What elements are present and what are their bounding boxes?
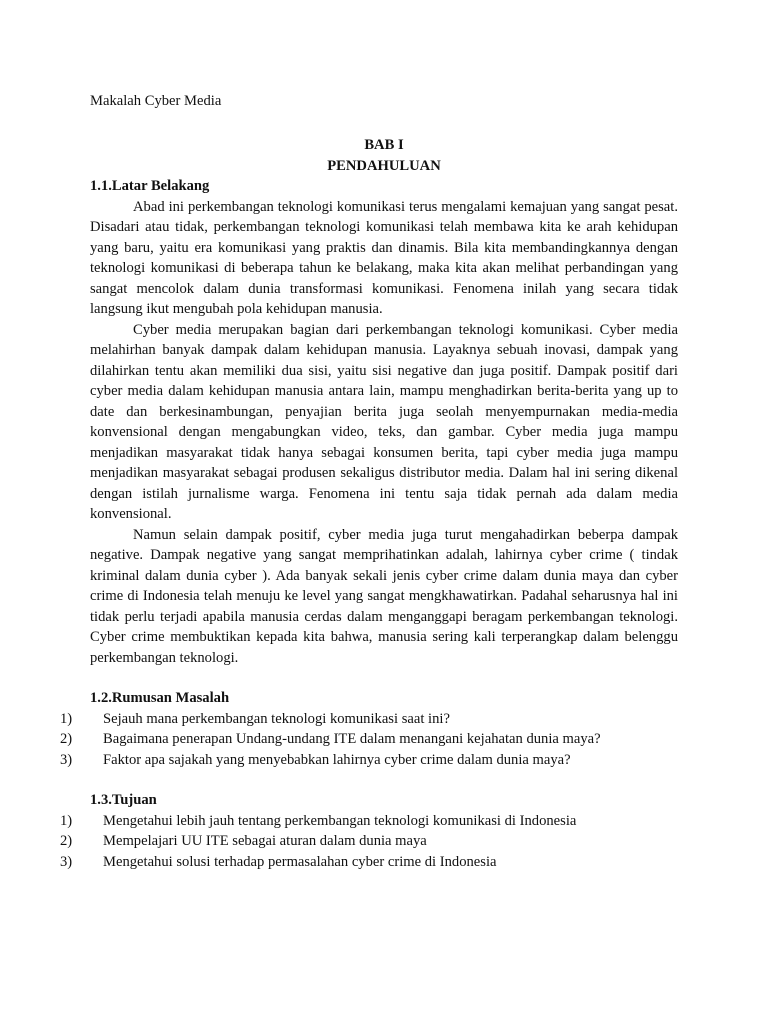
list-item-text: Bagaimana penerapan Undang-undang ITE dalam menangani kejahatan dunia maya? bbox=[103, 731, 601, 747]
list-item bbox=[60, 709, 678, 730]
chapter-title: PENDAHULUAN bbox=[327, 157, 441, 174]
list-item bbox=[60, 811, 678, 832]
document-header-title: Makalah Cyber Media bbox=[90, 93, 222, 109]
rumusan-masalah-list bbox=[60, 709, 678, 771]
chapter-number: BAB I bbox=[364, 137, 404, 153]
list-item-number: 1) bbox=[60, 812, 73, 829]
list-item-number: 2) bbox=[60, 833, 73, 849]
list-item bbox=[60, 729, 678, 750]
section-heading-latar-belakang: 1.1.Latar Belakang bbox=[90, 178, 210, 194]
section-heading-tujuan: 1.3.Tujuan bbox=[90, 792, 157, 808]
tujuan-list bbox=[60, 811, 678, 873]
list-item-text: Faktor apa sajakah yang menyebabkan lahirnya cyber crime dalam dunia maya? bbox=[103, 751, 571, 768]
section-heading-rumusan-masalah: 1.2.Rumusan Masalah bbox=[90, 690, 230, 706]
list-item-text: Mengetahui lebih jauh tentang perkembangan teknologi komunikasi di Indonesia bbox=[103, 812, 577, 829]
document-body bbox=[60, 91, 678, 872]
list-item-text: Mempelajari UU ITE sebagai aturan dalam dunia maya bbox=[103, 833, 427, 849]
paragraph: Cyber media merupakan bagian dari perkembangan teknologi komunikasi. Cyber media melahirhan banyak dampak dalam kehidupan manusia. Layaknya sebuah inovasi, dampak yang dilahirkan tentu akan memiliki dua sisi, yaitu sisi negative dan juga positif. Dampak positif dari cyber media dalam kehidupan manusia antara lain, mampu menghadirkan berita-berita yang up to date dan berkesinambungan, penyajian berita juga seolah menyempurnakan media-media konvensional dengan mengabungkan video, teks, dan gambar. Cyber media juga mampu menjadikan masyarakat tidak hanya sebagai konsumen berita, tapi cyber media juga mampu menjadikan masyarakat sebagai produsen sekaligus distributor media. Dalam hal ini sering dikenal dengan istilah jurnalisme warga. Fenomena ini tentu saja tidak pernah ada dalam media konvensional. bbox=[90, 321, 678, 522]
paragraph: Abad ini perkembangan teknologi komunikasi terus mengalami kemajuan yang sangat pesat. Disadari atau tidak, perkembangan teknologi komunikasi telah membawa kita ke arah kehidupan yang baru, yaitu era komunikasi yang praktis dan dinamis. Bila kita membandingkannya dengan teknologi komunikasi di beberapa tahun ke belakang, maka kita akan melihat perbandingan yang sangat mencolok dalam dunia transformasi komunikasi. Fenomena inilah yang secara tidak langsung ikut mengubah pola kehidupan manusia. bbox=[90, 198, 678, 317]
list-item-number: 3) bbox=[60, 751, 73, 768]
list-item-text: Sejauh mana perkembangan teknologi komunikasi saat ini? bbox=[103, 710, 450, 727]
list-item-text: Mengetahui solusi terhadap permasalahan cyber crime di Indonesia bbox=[103, 853, 497, 870]
list-item-number: 2) bbox=[60, 731, 73, 747]
paragraph: Namun selain dampak positif, cyber media juga turut mengahadirkan beberpa dampak negative. Dampak negative yang sangat memprihatinkan adalah, lahirnya cyber crime ( tindak kriminal dalam dunia cyber ). Ada banyak sekali jenis cyber crime dalam dunia maya dan cyber crime di Indonesia telah menuju ke level yang sangat mengkhawatirkan. Padahal seharusnya hal ini tidak perlu terjadi apabila manusia cerdas dalam menganggapi beragam perkembangan teknologi. Cyber crime membuktikan kepada kita bahwa, manusia sering kali terperangkap dalam belenggu perkembangan teknologi. bbox=[90, 526, 678, 666]
list-item bbox=[60, 852, 678, 873]
list-item bbox=[60, 831, 678, 852]
list-item bbox=[60, 750, 678, 771]
list-item-number: 3) bbox=[60, 853, 73, 870]
list-item-number: 1) bbox=[60, 710, 73, 727]
